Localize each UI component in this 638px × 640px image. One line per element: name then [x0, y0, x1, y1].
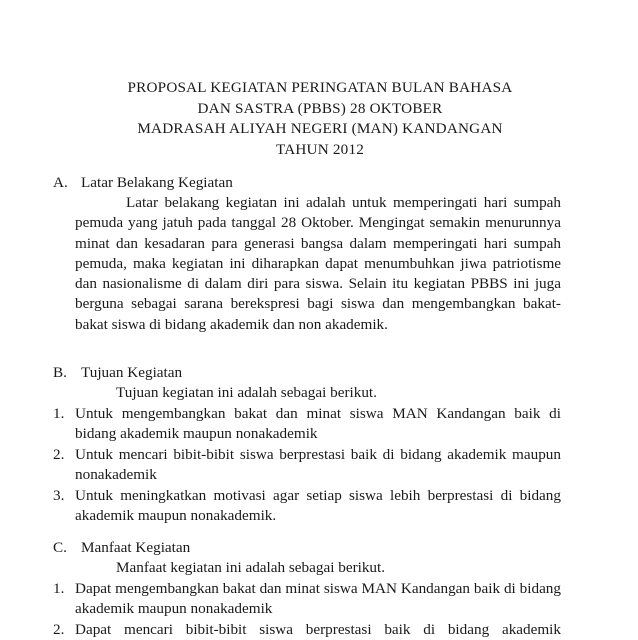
title-line-2: DAN SASTRA (PBBS) 28 OKTOBER — [197, 99, 443, 117]
list-item — [53, 445, 561, 486]
list-item-number: 3. — [53, 487, 65, 504]
list-item-number: 1. — [53, 405, 65, 422]
title-line-3: MADRASAH ALIYAH NEGERI (MAN) KANDANGAN — [137, 120, 503, 137]
title-line-1: PROPOSAL KEGIATAN PERINGATAN BULAN BAHASA — [127, 79, 513, 96]
list-item-text: Untuk mengembangkan bakat dan minat siswa MAN Kandangan baik di bidang akademik maupun nonakademik — [75, 405, 561, 443]
list-item-number: 1. — [53, 580, 65, 597]
title-line-4: TAHUN 2012 — [275, 140, 365, 158]
section-c-title: Manfaat Kegiatan — [81, 539, 191, 556]
section-a-letter: A. — [53, 174, 68, 191]
section-c-intro: Manfaat kegiatan ini adalah sebagai berikut. — [116, 559, 386, 576]
section-b-letter: B. — [53, 364, 67, 381]
section-c-letter: C. — [53, 539, 67, 556]
list-item-number: 2. — [53, 446, 65, 463]
section-a-heading — [53, 174, 233, 192]
list-item — [53, 620, 561, 640]
list-item-text: Untuk meningkatkan motivasi agar setiap siswa lebih berprestasi di bidang akademik maupun nonakademik. — [75, 487, 561, 525]
section-b-intro: Tujuan kegiatan ini adalah sebagai berikut. — [116, 384, 377, 401]
section-a-paragraph — [75, 193, 561, 335]
list-item-text: Dapat mengembangkan bakat dan minat siswa MAN Kandangan baik di bidang akademik maupun nonakademik — [75, 580, 561, 618]
list-item — [53, 404, 561, 445]
section-a-title: Latar Belakang Kegiatan — [81, 174, 233, 191]
section-a-paragraph-text: Latar belakang kegiatan ini adalah untuk memperingati hari sumpah pemuda yang jatuh pada tanggal 28 Oktober. Mengingat semakin menurunnya minat dan kesadaran para generasi bangsa dalam memperingati hari sumpah pemuda, maka kegiatan ini diharapkan dapat menumbuhkan jiwa patriotisme dan nasionalisme di dalam diri para siswa. Selain itu kegiatan PBBS ini juga berguna sebagai sarana berekspresi bagi siswa dan mengembangkan bakat-bakat siswa di bidang akademik dan non akademik. — [75, 194, 561, 333]
list-item — [53, 579, 561, 620]
section-b-title: Tujuan Kegiatan — [81, 364, 183, 381]
list-item-number: 2. — [53, 621, 65, 638]
section-b-heading — [53, 364, 182, 382]
list-item — [53, 486, 561, 527]
section-c-heading — [53, 539, 190, 557]
proposal-title — [70, 78, 570, 160]
list-item-text: Dapat mencari bibit-bibit siswa berprestasi baik di bidang akademik — [75, 621, 561, 638]
list-item-text: Untuk mencari bibit-bibit siswa berprestasi baik di bidang akademik maupun nonakademik — [75, 446, 561, 484]
